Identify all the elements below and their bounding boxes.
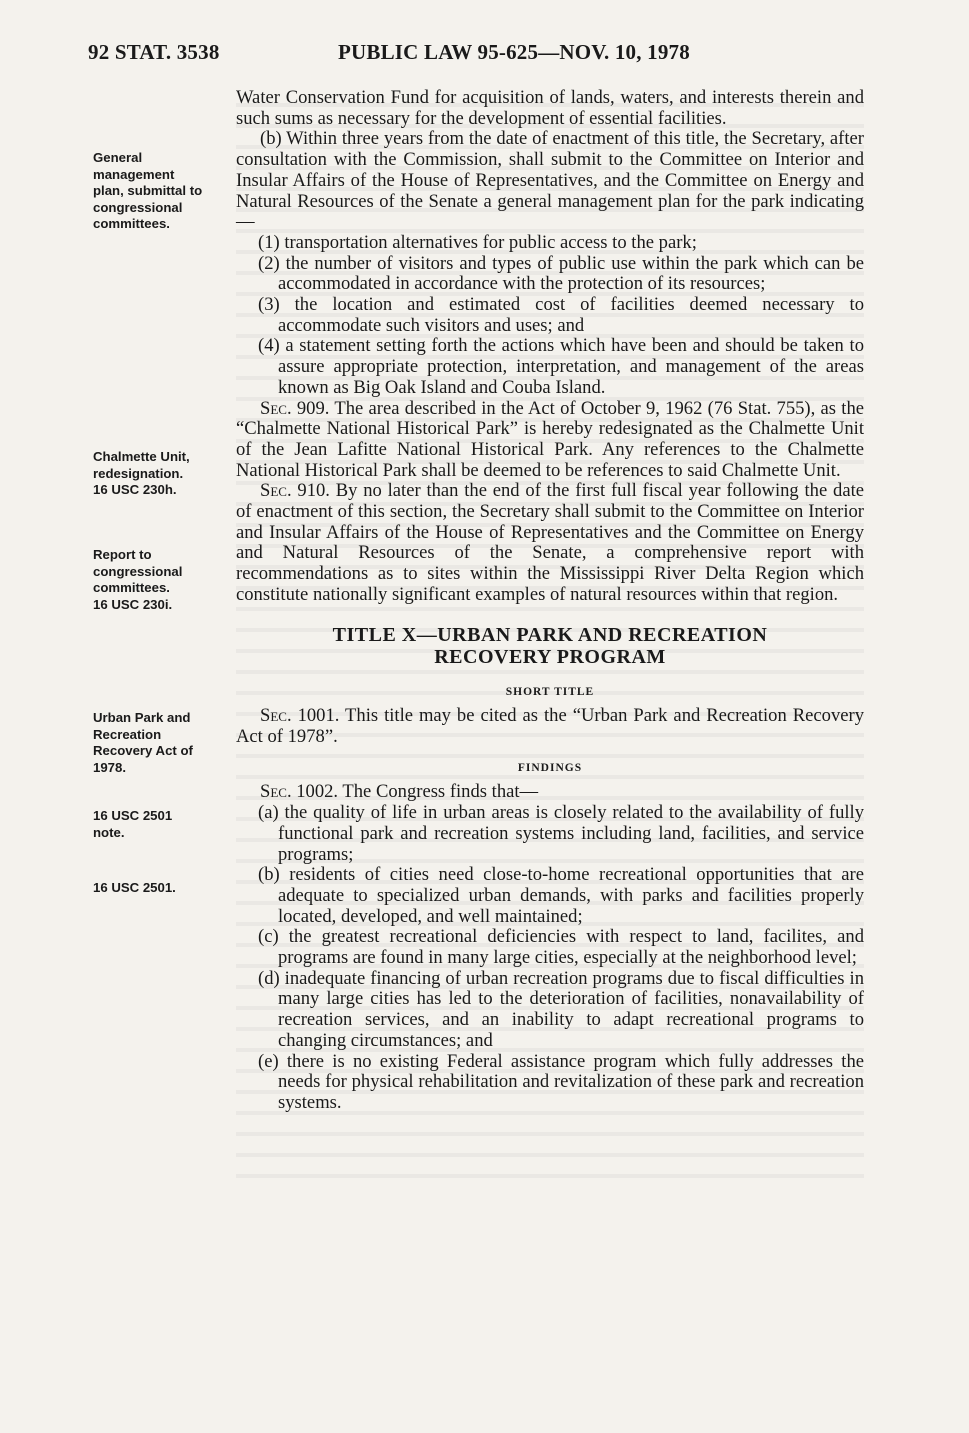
- body-text: [236, 88, 864, 1114]
- findings-heading: FINDINGS: [517, 761, 583, 774]
- margin-note-usc-2501-note: [93, 808, 233, 841]
- section-909: [236, 399, 864, 482]
- finding-d: (d) inadequate financing of urban recreation programs due to fiscal difficulties in many large cities has led to the deterioration of facilities, nonavailability of recreation services, and an inability to adapt recreational programs to changing circumstances; and: [258, 967, 864, 1051]
- short-title-heading: SHORT TITLE: [505, 685, 595, 698]
- margin-line: management: [93, 166, 175, 182]
- margin-note-chalmette: [93, 449, 233, 499]
- margin-line: plan, submittal to: [93, 183, 203, 198]
- margin-line: 16 USC 2501.: [93, 880, 176, 895]
- section-label: Sec. 1002.: [260, 781, 339, 803]
- list-item-2: (2) the number of visitors and types of public use within the park which can be accommodated in accordance with the protection of its resources;: [258, 252, 864, 295]
- list-item-1: (1) transportation alternatives for public access to the park;: [258, 231, 697, 253]
- title-line: TITLE X—URBAN PARK AND RECREATION: [332, 623, 768, 646]
- section-910: [236, 481, 864, 605]
- margin-line: Urban Park and: [93, 710, 191, 725]
- law-title: PUBLIC LAW 95-625—NOV. 10, 1978: [338, 40, 690, 64]
- paragraph-b: (b) Within three years from the date of enactment of this title, the Secretary, after consultation with the Commission, shall submit to the Committee on Interior and Insular Affairs of the House of Representatives, and the Committee on Energy and Natural Resources of the Senate a general management plan for the park indicating—: [236, 128, 864, 233]
- list-item-3: (3) the location and estimated cost of facilities deemed necessary to accommodate such visitors and uses; and: [258, 294, 864, 336]
- margin-line: 16 USC 230h.: [93, 482, 177, 497]
- finding-c: (c) the greatest recreational deficiencies with respect to land, facilites, and programs are found in many large cities, especially at the neighborhood level;: [258, 926, 864, 969]
- margin-line: committees.: [93, 580, 170, 595]
- margin-note-urban-park: [93, 710, 233, 776]
- margin-line: General: [93, 150, 143, 165]
- margin-line: congressional: [93, 199, 183, 215]
- margin-line: note.: [93, 824, 125, 840]
- section-1001: [236, 706, 864, 747]
- section-text: The Congress finds that—: [342, 781, 539, 803]
- section-1002: [236, 782, 864, 803]
- paragraph-continuation: Water Conservation Fund for acquisition of lands, waters, and interests therein and such sums as necessary for the development of essential facilities.: [236, 87, 864, 129]
- margin-note-usc-2501: [93, 880, 233, 897]
- section-text: The area described in the Act of October 9, 1962 (76 Stat. 755), as the “Chalmette National Historical Park” is hereby redesignated as the Chalmette Unit of the Jean Lafitte National Historical Park. Any references to the Chalmette National Historical Park shall be deemed to be references to said Chalmette Unit.: [236, 397, 865, 481]
- margin-line: 16 USC 230i.: [93, 596, 173, 612]
- finding-a: (a) the quality of life in urban areas is closely related to the availability of fully functional park and recreation systems including land, facilities, and service programs;: [258, 802, 864, 865]
- margin-line: 16 USC 2501: [93, 808, 173, 823]
- margin-line: redesignation.: [93, 465, 184, 481]
- page-number: 92 STAT. 3538: [88, 40, 220, 64]
- margin-note-general-management: [93, 150, 233, 233]
- margin-line: Recovery Act of: [93, 743, 193, 758]
- section-label: Sec. 1001.: [260, 705, 340, 727]
- page-header: [88, 40, 948, 70]
- margin-line: Recreation: [93, 726, 162, 742]
- margin-line: 1978.: [93, 759, 127, 775]
- margin-line: committees.: [93, 216, 170, 231]
- margin-note-report: [93, 547, 233, 613]
- margin-line: Report to: [93, 547, 152, 562]
- margin-line: Chalmette Unit,: [93, 449, 190, 464]
- title-x-heading: [236, 624, 864, 668]
- finding-e: (e) there is no existing Federal assistance program which fully addresses the needs for physical rehabilitation and revitalization of these park and recreation systems.: [258, 1050, 864, 1113]
- finding-b: (b) residents of cities need close-to-home recreational opportunities that are adequate to specialized urban demands, with parks and facilities properly located, developed, and well maintained;: [258, 864, 864, 927]
- section-text: By no later than the end of the first full fiscal year following the date of enactment of this section, the Secretary shall submit to the Committee on Interior and Insular Affairs of the House of Representatives and the Committee on Energy and Natural Resources of the Senate, a comprehensive report with recommendations as to sites within the Mississippi River Delta Region which constitute nationally significant examples of natural resources within that region.: [236, 480, 864, 605]
- list-item-4: (4) a statement setting forth the actions which have been and should be taken to assure appropriate protection, interpretation, and management of the areas known as Big Oak Island and Couba Island.: [258, 335, 864, 398]
- title-line: RECOVERY PROGRAM: [434, 645, 666, 668]
- section-label: Sec. 910.: [260, 480, 330, 502]
- section-text: This title may be cited as the “Urban Park and Recreation Recovery Act of 1978”.: [236, 705, 864, 747]
- section-label: Sec. 909.: [260, 397, 330, 419]
- margin-line: congressional: [93, 563, 183, 579]
